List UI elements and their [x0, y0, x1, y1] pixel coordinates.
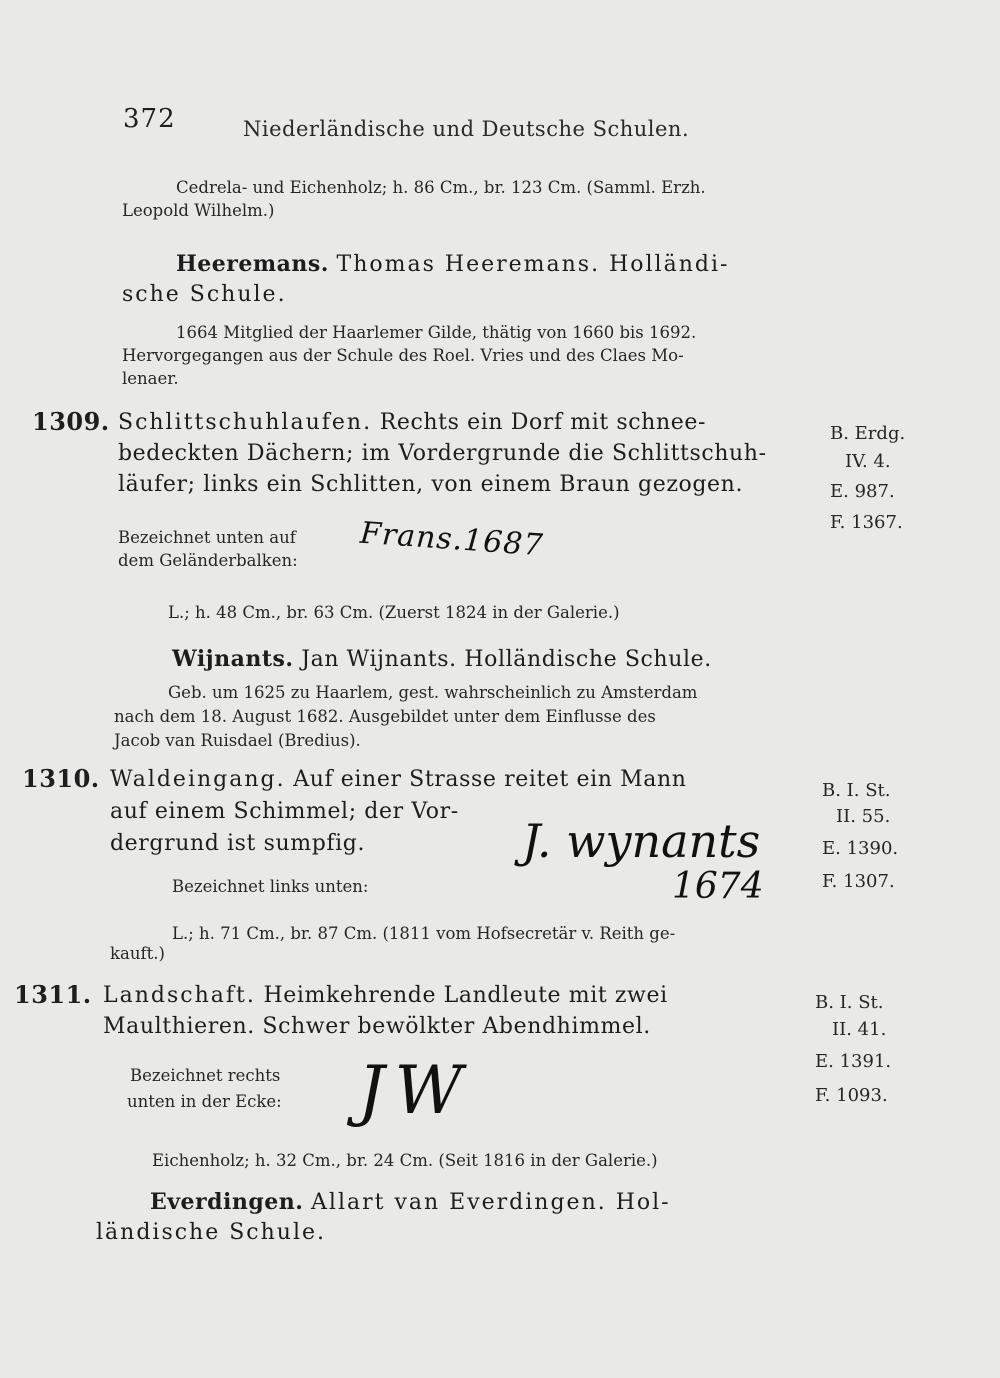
reference: E. 1391.: [815, 1051, 892, 1072]
signature-monogram: JW: [358, 1052, 473, 1129]
material-line: Eichenholz; h. 32 Cm., br. 24 Cm. (Seit 1816 in der Galerie.): [152, 1151, 658, 1170]
entry-title: Waldeingang.: [110, 767, 286, 792]
entry-description: läufer; links ein Schlitten, von einem Braun gezogen.: [118, 472, 744, 497]
signature-note: Bezeichnet links unten:: [172, 877, 369, 896]
entry-title: Schlittschuhlaufen.: [118, 410, 373, 435]
reference: B. I. St.: [815, 992, 884, 1013]
artist-bio-line: Geb. um 1625 zu Haarlem, gest. wahrscheinlich zu Amsterdam: [168, 683, 698, 702]
entry-number: 1309.: [32, 407, 110, 436]
reference: E. 987.: [830, 481, 895, 502]
artist-name: Everdingen.: [150, 1189, 304, 1215]
artist-bio-line: Jacob van Ruisdael (Bredius).: [114, 731, 361, 750]
artist-full-name: Thomas Heeremans. Holländi-: [336, 252, 730, 277]
entry-description: auf einem Schimmel; der Vor-: [110, 799, 459, 824]
artist-school: sche Schule.: [122, 282, 287, 307]
reference: IV. 4.: [845, 451, 891, 472]
artist-bio-line: 1664 Mitglied der Haarlemer Gilde, thätig von 1660 bis 1692.: [176, 323, 697, 342]
artist-heading-everdingen: [150, 1189, 671, 1215]
artist-name: Heeremans.: [176, 251, 329, 277]
entry-description: Heimkehrende Landleute mit zwei: [263, 983, 668, 1008]
entry-title: Landschaft.: [103, 983, 256, 1008]
entry-number: 1310.: [22, 764, 100, 793]
signature-note: dem Geländerbalken:: [118, 551, 298, 570]
intro-line-1: Cedrela- und Eichenholz; h. 86 Cm., br. 123 Cm. (Samml. Erzh.: [176, 178, 706, 197]
signature-wynants: J. wynants: [522, 814, 761, 868]
intro-line-2: Leopold Wilhelm.): [122, 201, 275, 220]
entry-title-line: [110, 767, 687, 792]
material-line: L.; h. 48 Cm., br. 63 Cm. (Zuerst 1824 in der Galerie.): [168, 603, 620, 622]
entry-description: dergrund ist sumpfig.: [110, 831, 366, 856]
signature-note: unten in der Ecke:: [127, 1092, 282, 1111]
artist-heading-heeremans: [176, 251, 729, 277]
running-head: Niederländische und Deutsche Schulen.: [243, 117, 690, 141]
artist-bio-line: lenaer.: [122, 369, 179, 388]
signature-year: 1674: [672, 866, 764, 907]
entry-title-line: [118, 410, 706, 435]
reference: B. Erdg.: [830, 423, 906, 444]
artist-name: Wijnants.: [172, 646, 294, 672]
material-line: kauft.): [110, 944, 165, 963]
reference: F. 1307.: [822, 871, 895, 892]
entry-description: Auf einer Strasse reitet ein Mann: [293, 767, 687, 792]
reference: F. 1367.: [830, 512, 903, 533]
entry-number: 1311.: [14, 980, 92, 1009]
artist-school: ländische Schule.: [96, 1220, 327, 1245]
artist-bio-line: nach dem 18. August 1682. Ausgebildet unter dem Einflusse des: [114, 707, 656, 726]
page-number: 372: [123, 104, 176, 134]
artist-full-name: Jan Wijnants. Holländische Schule.: [301, 647, 712, 672]
signature-frans: Frans.1687: [359, 515, 545, 564]
entry-description: Maulthieren. Schwer bewölkter Abendhimmel.: [103, 1014, 651, 1039]
entry-title-line: [103, 983, 668, 1008]
reference: B. I. St.: [822, 780, 891, 801]
reference: E. 1390.: [822, 838, 899, 859]
reference: II. 41.: [832, 1019, 887, 1040]
reference: II. 55.: [836, 806, 891, 827]
artist-full-name: Allart van Everdingen. Hol-: [311, 1190, 671, 1215]
artist-heading-wijnants: [172, 646, 712, 672]
reference: F. 1093.: [815, 1085, 888, 1106]
artist-bio-line: Hervorgegangen aus der Schule des Roel. Vries und des Claes Mo-: [122, 346, 684, 365]
signature-note: Bezeichnet unten auf: [118, 528, 296, 547]
material-line: L.; h. 71 Cm., br. 87 Cm. (1811 vom Hofsecretär v. Reith ge-: [172, 924, 676, 943]
entry-description: Rechts ein Dorf mit schnee-: [379, 410, 706, 435]
entry-description: bedeckten Dächern; im Vordergrunde die Schlittschuh-: [118, 441, 767, 466]
signature-note: Bezeichnet rechts: [130, 1066, 281, 1085]
